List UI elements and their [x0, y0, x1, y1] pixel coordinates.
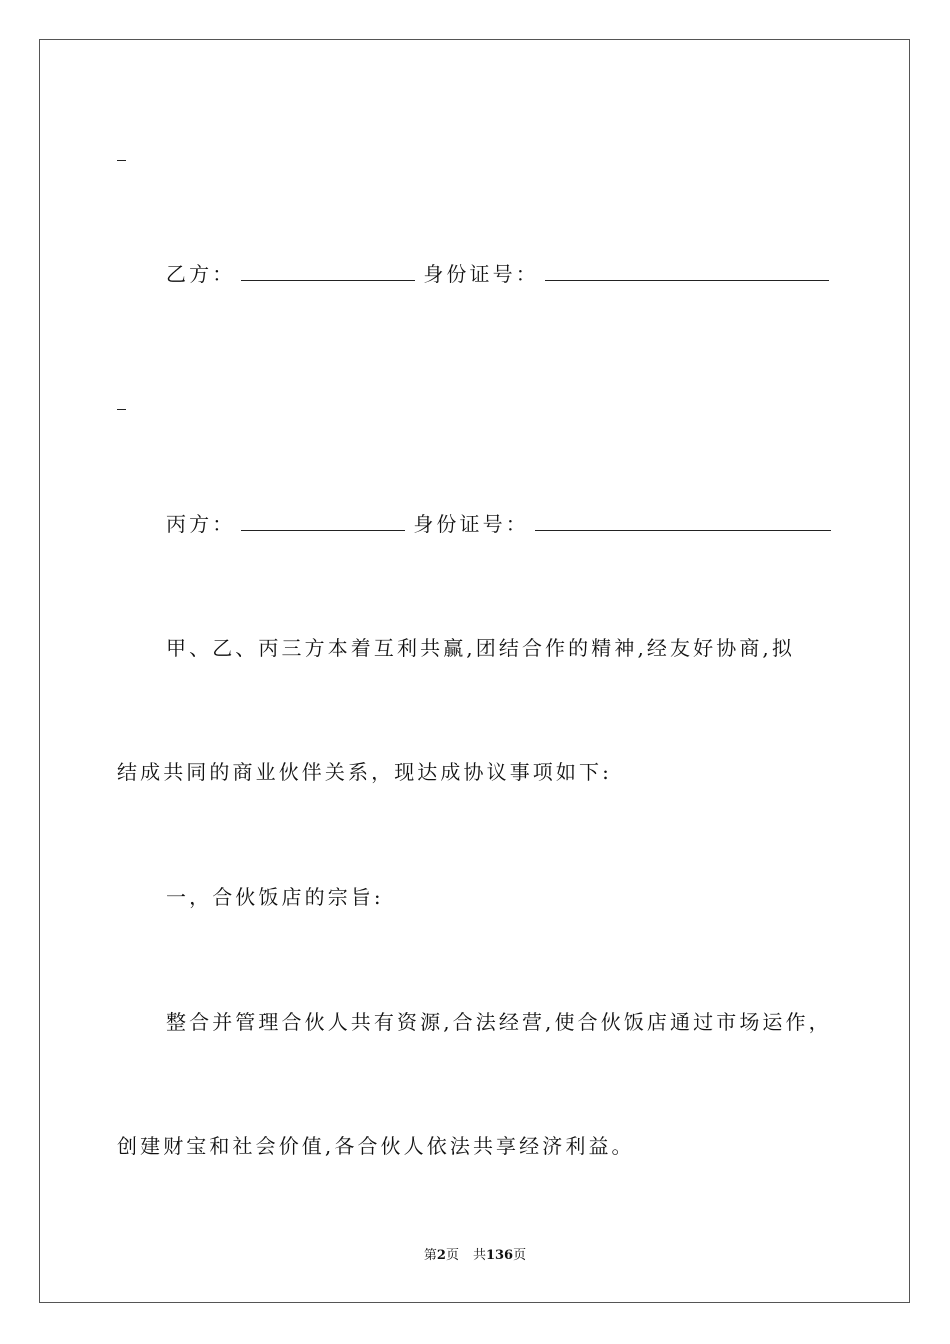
page-footer — [0, 1248, 950, 1264]
total-pages: 136 — [485, 1248, 514, 1263]
blank-continuation-mark — [117, 160, 126, 161]
party-c-line — [166, 512, 831, 536]
page-prefix: 第 — [423, 1248, 437, 1263]
page-border — [39, 39, 910, 1303]
party-c-name-blank[interactable] — [241, 514, 405, 531]
page-suffix: 页 — [445, 1248, 459, 1263]
blank-continuation-mark — [117, 409, 126, 410]
section-1-body-line-2: 创建财宝和社会价值,各合伙人依法共享经济利益。 — [117, 1134, 635, 1158]
party-b-id-blank[interactable] — [545, 264, 829, 281]
party-c-label: 丙方： — [166, 512, 236, 536]
party-c-id-blank[interactable] — [535, 514, 831, 531]
party-b-name-blank[interactable] — [241, 264, 415, 281]
party-b-line — [166, 262, 829, 286]
total-suffix: 页 — [513, 1248, 527, 1263]
party-b-id-label: 身份证号： — [423, 262, 539, 286]
intro-paragraph-line-1: 甲、乙、丙三方本着互利共赢,团结合作的精神,经友好协商,拟 — [166, 636, 795, 660]
page-number: 2 — [436, 1248, 446, 1263]
section-1-title: 一，合伙饭店的宗旨: — [166, 885, 384, 909]
intro-paragraph-line-2: 结成共同的商业伙伴关系，现达成协议事项如下: — [117, 760, 612, 784]
party-b-label: 乙方： — [166, 262, 236, 286]
party-c-id-label: 身份证号： — [413, 512, 529, 536]
section-1-body-line-1: 整合并管理合伙人共有资源,合法经营,使合伙饭店通过市场运作， — [166, 1010, 832, 1034]
total-prefix: 共 — [472, 1248, 486, 1263]
